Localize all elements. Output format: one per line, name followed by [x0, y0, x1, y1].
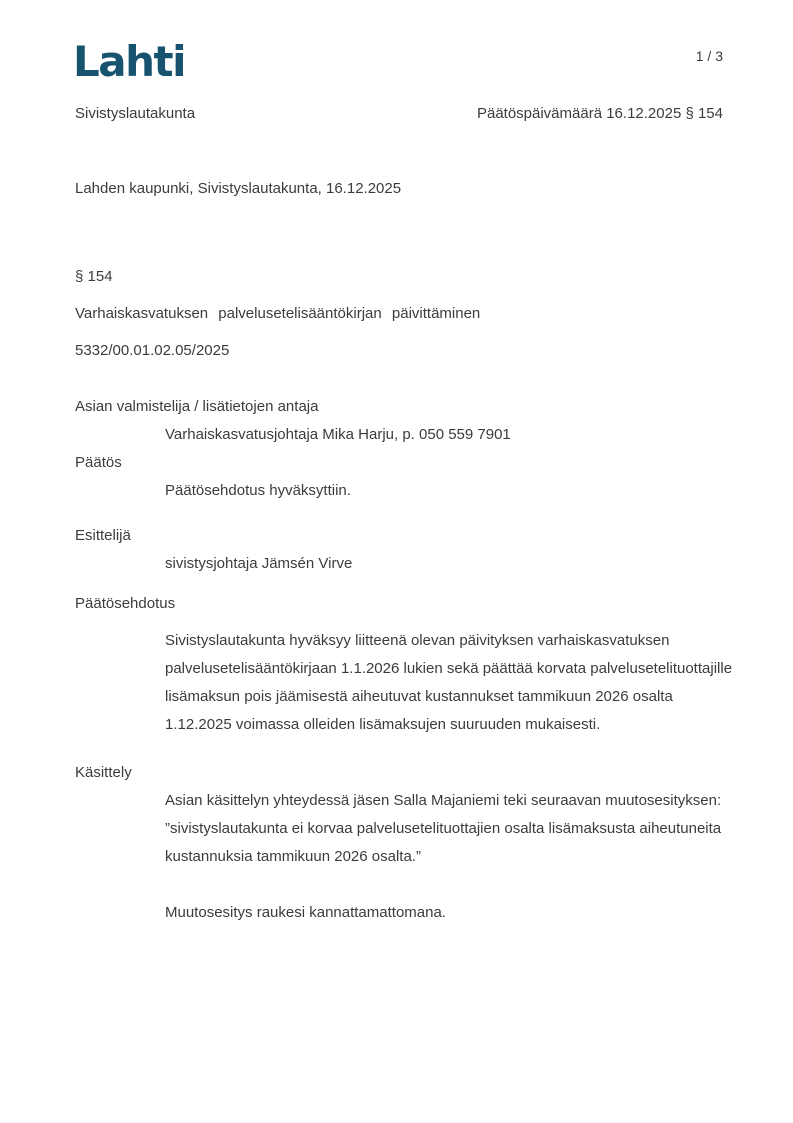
document-section	[75, 590, 738, 739]
section-label: Päätösehdotus	[75, 595, 176, 612]
committee-name: Sivistyslautakunta	[75, 105, 196, 122]
paragraph-number: § 154	[75, 268, 113, 285]
decision-date: Päätöspäivämäärä 16.12.2025 § 154	[476, 105, 723, 122]
section-paragraph: sivistysjohtaja Jämsén Virve	[165, 555, 353, 572]
section-label: Esittelijä	[75, 527, 131, 544]
document-title: Varhaiskasvatuksen palvelusetelisääntökirjan päivittäminen	[75, 305, 481, 322]
section-paragraph: Muutosesitys raukesi kannattamattomana.	[165, 904, 446, 921]
section-body	[165, 618, 738, 739]
section-paragraph: Asian käsittelyn yhteydessä jäsen Salla Majaniemi teki seuraavan muutosesityksen: ”sivistyslautakunta ei korvaa palvelusetelituottajien osalta lisämaksusta aiheutuneita kustannuksia tammikuun 2026 osalta.”	[165, 792, 722, 865]
page-number: 1 / 3	[695, 48, 723, 64]
section-body	[165, 787, 738, 927]
document-header-row	[75, 100, 723, 128]
case-number: 5332/00.01.02.05/2025	[75, 342, 230, 359]
document-section	[75, 522, 738, 578]
document-section	[75, 393, 738, 449]
document-section	[75, 759, 738, 927]
section-label: Asian valmistelija / lisätietojen antaja	[75, 398, 319, 415]
document-sections	[75, 393, 738, 927]
section-body	[165, 421, 738, 449]
section-label: Käsittely	[75, 764, 132, 781]
document-section	[75, 449, 738, 505]
section-paragraph: Päätösehdotus hyväksyttiin.	[165, 482, 351, 499]
section-label: Päätös	[75, 454, 122, 471]
section-paragraph: Varhaiskasvatusjohtaja Mika Harju, p. 050 559 7901	[165, 426, 511, 443]
lahti-logo: Lahti	[73, 37, 185, 86]
section-body	[165, 477, 738, 505]
section-body	[165, 550, 738, 578]
document-meta-line: Lahden kaupunki, Sivistyslautakunta, 16.12.2025	[75, 180, 402, 197]
section-paragraph: Sivistyslautakunta hyväksyy liitteenä olevan päivityksen varhaiskasvatuksen palvelusetelisääntökirjaan 1.1.2026 lukien sekä päättää korvata palvelusetelituottajille lisämaksun pois jäämisestä aiheutuvat kustannukset tammikuun 2026 osalta 1.12.2025 voimassa olleiden lisämaksujen suuruuden mukaisesti.	[165, 632, 733, 733]
